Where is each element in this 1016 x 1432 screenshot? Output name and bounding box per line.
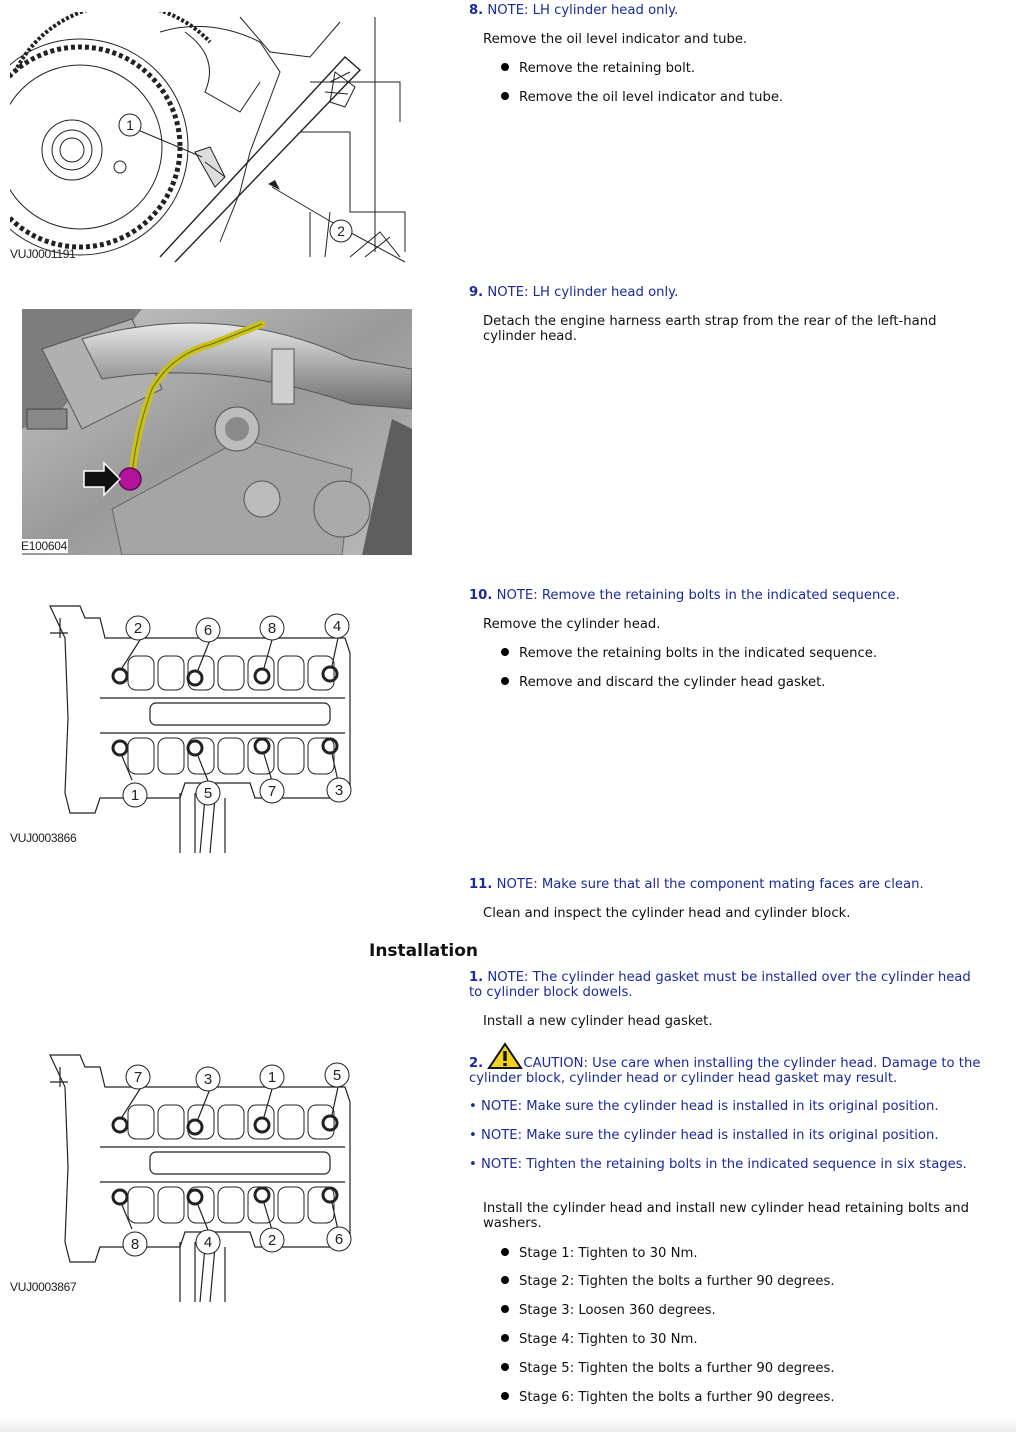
page-bottom-edge (0, 1418, 1016, 1432)
step-8-bullet: Remove the oil level indicator and tube. (501, 90, 783, 105)
step-number: 2. (469, 1056, 484, 1071)
install-step-1-instruction: Install a new cylinder head gasket. (483, 1014, 713, 1029)
step-10-instruction: Remove the cylinder head. (483, 617, 661, 632)
step-number: 1. (469, 970, 484, 985)
figure-id: VUJ0001191 (10, 247, 76, 261)
figure-earth-strap (22, 309, 412, 555)
callout-1: 1 (126, 117, 134, 133)
callout-2: 2 (337, 223, 345, 239)
figure-removal-sequence (10, 598, 370, 856)
earth-strap-illustration (22, 309, 412, 555)
callout-7: 7 (133, 1069, 143, 1086)
step-note: NOTE: The cylinder head gasket must be installed over the cylinder head to cylinder block dowels. (469, 970, 971, 1000)
step-10-bullet: Remove and discard the cylinder head gasket. (501, 675, 825, 690)
callout-2: 2 (267, 1232, 277, 1249)
step-note: NOTE: LH cylinder head only. (487, 285, 679, 300)
install-step-2-caution (469, 1042, 994, 1086)
step-10-bullet: Remove the retaining bolts in the indicated sequence. (501, 646, 877, 661)
step-10-note (469, 588, 994, 603)
step-11-note (469, 877, 994, 892)
step-8-note (469, 3, 994, 18)
install-step-2-note: • NOTE: Tighten the retaining bolts in the indicated sequence in six stages. (469, 1157, 967, 1172)
callout-1: 1 (267, 1069, 277, 1086)
warning-triangle-icon (487, 1042, 523, 1070)
tightening-sequence-illustration (10, 1047, 370, 1307)
stage-bullet: Stage 5: Tighten the bolts a further 90 degrees. (501, 1361, 835, 1376)
oil-level-indicator-illustration (10, 12, 410, 264)
step-number: 8. (469, 3, 484, 18)
callout-8: 8 (130, 1236, 140, 1253)
caution-text: CAUTION: Use care when installing the cylinder head. Damage to the cylinder block, cylinder head or cylinder head gasket may result. (469, 1056, 981, 1086)
stage-bullet: Stage 6: Tighten the bolts a further 90 degrees. (501, 1390, 835, 1405)
callout-7: 7 (267, 783, 277, 800)
step-note: NOTE: Remove the retaining bolts in the indicated sequence. (496, 588, 900, 603)
step-11-instruction: Clean and inspect the cylinder head and cylinder block. (483, 906, 851, 921)
step-8-bullet: Remove the retaining bolt. (501, 61, 695, 76)
step-number: 11. (469, 877, 493, 892)
callout-6: 6 (334, 1231, 344, 1248)
figure-id: VUJ0003866 (10, 831, 77, 845)
callout-2: 2 (133, 620, 143, 637)
install-step-2-note: • NOTE: Make sure the cylinder head is installed in its original position. (469, 1128, 939, 1143)
removal-sequence-illustration (10, 598, 370, 856)
callout-3: 3 (203, 1071, 213, 1088)
callout-3: 3 (334, 782, 344, 799)
figure-oil-level-indicator (10, 12, 410, 264)
stage-bullet: Stage 2: Tighten the bolts a further 90 degrees. (501, 1274, 835, 1289)
install-step-2-note: • NOTE: Make sure the cylinder head is installed in its original position. (469, 1099, 939, 1114)
stage-bullet: Stage 1: Tighten to 30 Nm. (501, 1246, 698, 1261)
callout-4: 4 (203, 1234, 213, 1251)
step-note: NOTE: Make sure that all the component mating faces are clean. (496, 877, 924, 892)
install-step-1-note (469, 970, 974, 1000)
stage-bullet: Stage 4: Tighten to 30 Nm. (501, 1332, 698, 1347)
step-number: 9. (469, 285, 484, 300)
step-8-instruction: Remove the oil level indicator and tube. (483, 32, 748, 47)
install-step-2-instruction: Install the cylinder head and install new cylinder head retaining bolts and washers. (483, 1201, 969, 1231)
figure-id: VUJ0003867 (10, 1280, 77, 1294)
callout-6: 6 (203, 622, 213, 639)
step-number: 10. (469, 588, 493, 603)
figure-id: E100604 (21, 539, 67, 553)
callout-5: 5 (332, 1067, 342, 1084)
section-title-installation: Installation (369, 941, 479, 961)
figure-tightening-sequence (10, 1047, 370, 1307)
callout-1: 1 (130, 787, 140, 804)
callout-8: 8 (267, 620, 277, 637)
step-9-note (469, 285, 994, 300)
callout-5: 5 (203, 785, 213, 802)
stage-bullet: Stage 3: Loosen 360 degrees. (501, 1303, 716, 1318)
step-9-instruction: Detach the engine harness earth strap from the rear of the left-hand cylinder head. (483, 314, 937, 344)
callout-4: 4 (332, 618, 342, 635)
step-note: NOTE: LH cylinder head only. (487, 3, 679, 18)
